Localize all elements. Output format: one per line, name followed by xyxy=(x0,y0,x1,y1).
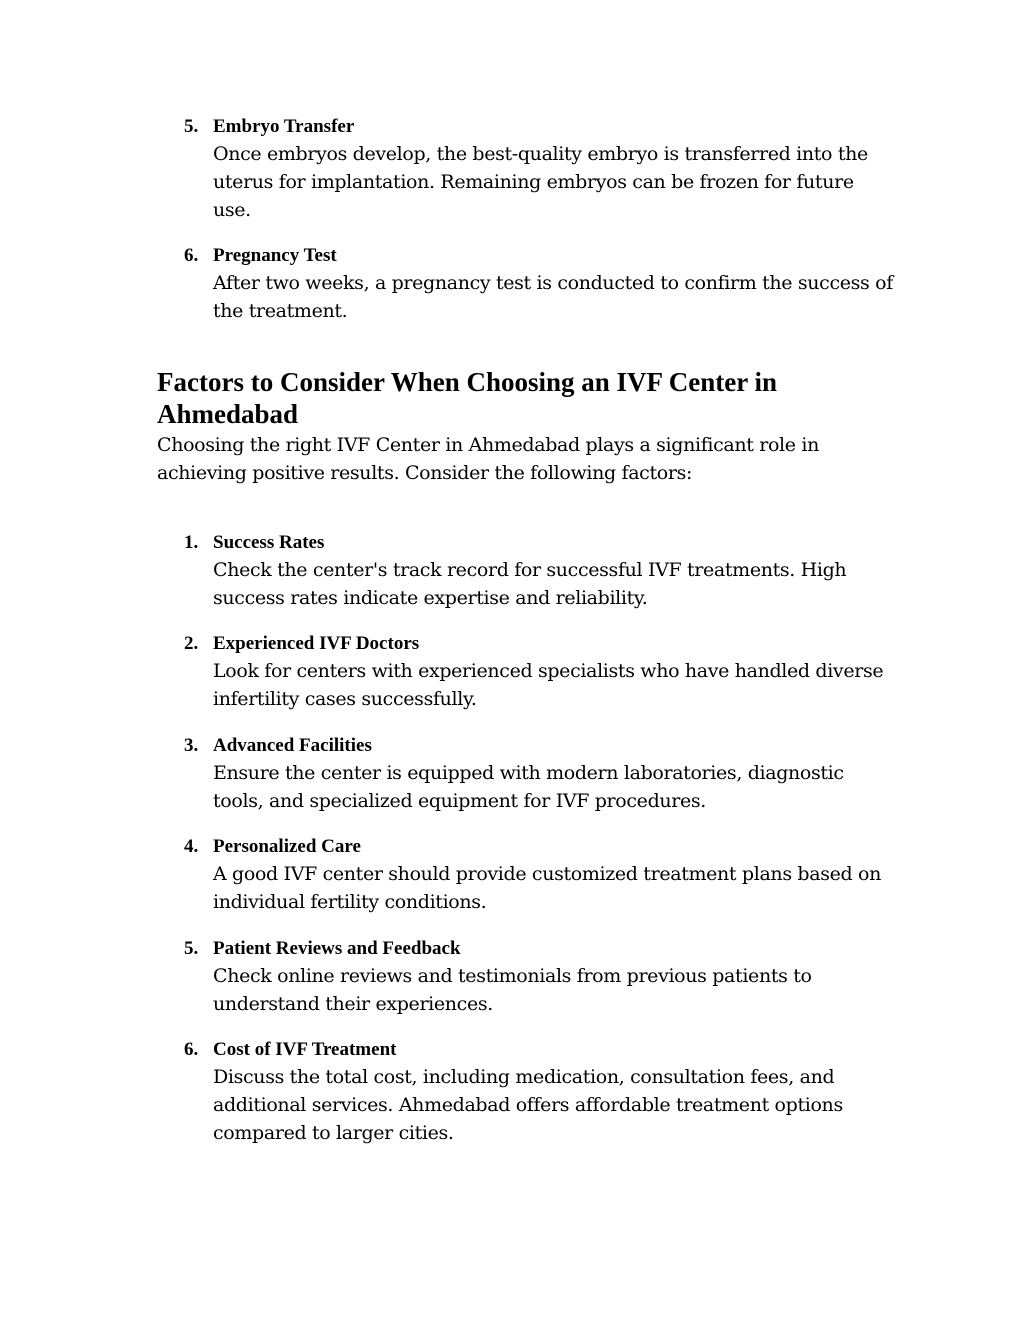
section-intro: Choosing the right IVF Center in Ahmedabad plays a significant role in achieving positive results. Consider the following factors: xyxy=(157,434,819,484)
list-item-body: Discuss the total cost, including medication, consultation fees, and additional services. Ahmedabad offers affordable treatment options compared to larger cities. xyxy=(213,1066,843,1144)
list-item-title: Advanced Facilities xyxy=(213,735,372,756)
list-item-body: Look for centers with experienced specialists who have handled diverse infertility cases successfully. xyxy=(213,660,884,710)
list-item-title: Experienced IVF Doctors xyxy=(213,633,420,654)
list-item-number: 4. xyxy=(184,836,199,857)
list-item-title: Patient Reviews and Feedback xyxy=(213,938,461,959)
list-item-number: 5. xyxy=(184,938,199,959)
list-item-number: 6. xyxy=(184,245,199,266)
list-item-body: A good IVF center should provide customized treatment plans based on individual fertility conditions. xyxy=(213,863,881,913)
list-item-title: Pregnancy Test xyxy=(213,245,337,266)
list-item-body: Check the center's track record for successful IVF treatments. High success rates indicate expertise and reliability. xyxy=(213,559,847,609)
list-item-number: 2. xyxy=(184,633,199,654)
list-item-title: Personalized Care xyxy=(213,836,361,857)
list-item-title: Success Rates xyxy=(213,532,325,553)
list-item-number: 1. xyxy=(184,532,199,553)
list-item-body: Once embryos develop, the best-quality embryo is transferred into the uterus for implantation. Remaining embryos can be frozen for future use. xyxy=(213,143,868,221)
list-item-title: Cost of IVF Treatment xyxy=(213,1039,397,1060)
list-item-number: 3. xyxy=(184,735,199,756)
section-heading: Factors to Consider When Choosing an IVF Center in Ahmedabad xyxy=(157,367,778,429)
list-item-body: Check online reviews and testimonials from previous patients to understand their experiences. xyxy=(213,965,812,1015)
list-item-number: 5. xyxy=(184,116,199,137)
list-item-title: Embryo Transfer xyxy=(213,116,355,137)
list-item-body: Ensure the center is equipped with modern laboratories, diagnostic tools, and specialized equipment for IVF procedures. xyxy=(213,762,844,812)
list-item-number: 6. xyxy=(184,1039,199,1060)
list-item-body: After two weeks, a pregnancy test is conducted to confirm the success of the treatment. xyxy=(213,272,893,322)
